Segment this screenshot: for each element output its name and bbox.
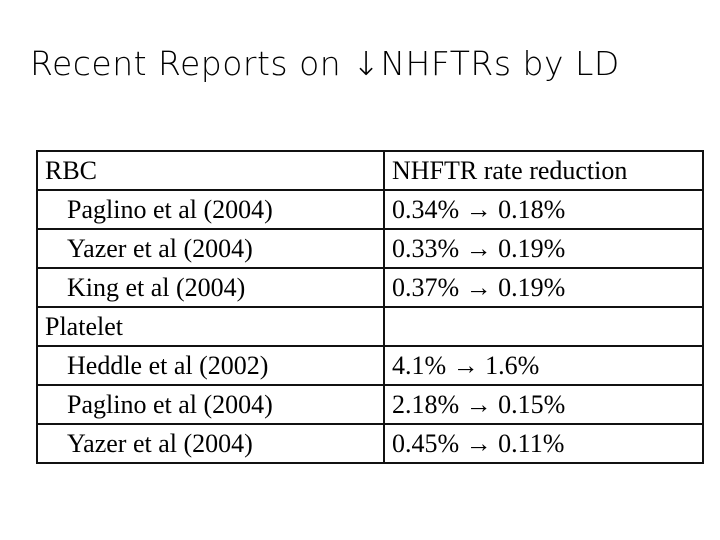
group-label-rbc: RBC <box>37 151 384 190</box>
study-cell: Paglino et al (2004) <box>37 385 384 424</box>
rate-cell: 2.18% → 0.15% <box>384 385 703 424</box>
reports-table <box>36 150 704 464</box>
rate-cell: 0.34% → 0.18% <box>384 190 703 229</box>
column-header-rate-reduction: NHFTR rate reduction <box>384 151 703 190</box>
study-cell: Heddle et al (2002) <box>37 346 384 385</box>
table-row <box>37 424 703 463</box>
study-cell: Yazer et al (2004) <box>37 229 384 268</box>
table-row <box>37 190 703 229</box>
study-cell: King et al (2004) <box>37 268 384 307</box>
study-cell: Paglino et al (2004) <box>37 190 384 229</box>
study-cell: Yazer et al (2004) <box>37 424 384 463</box>
table-row <box>37 268 703 307</box>
rate-cell: 4.1% → 1.6% <box>384 346 703 385</box>
rate-cell: 0.37% → 0.19% <box>384 268 703 307</box>
table-row <box>37 151 703 190</box>
rate-cell: 0.45% → 0.11% <box>384 424 703 463</box>
table-row <box>37 385 703 424</box>
group-label-platelet: Platelet <box>37 307 384 346</box>
rate-cell-empty <box>384 307 703 346</box>
table-row <box>37 229 703 268</box>
slide-title: Recent Reports on ↓NHFTRs by LD <box>30 44 620 83</box>
table-row <box>37 346 703 385</box>
rate-cell: 0.33% → 0.19% <box>384 229 703 268</box>
table-row <box>37 307 703 346</box>
